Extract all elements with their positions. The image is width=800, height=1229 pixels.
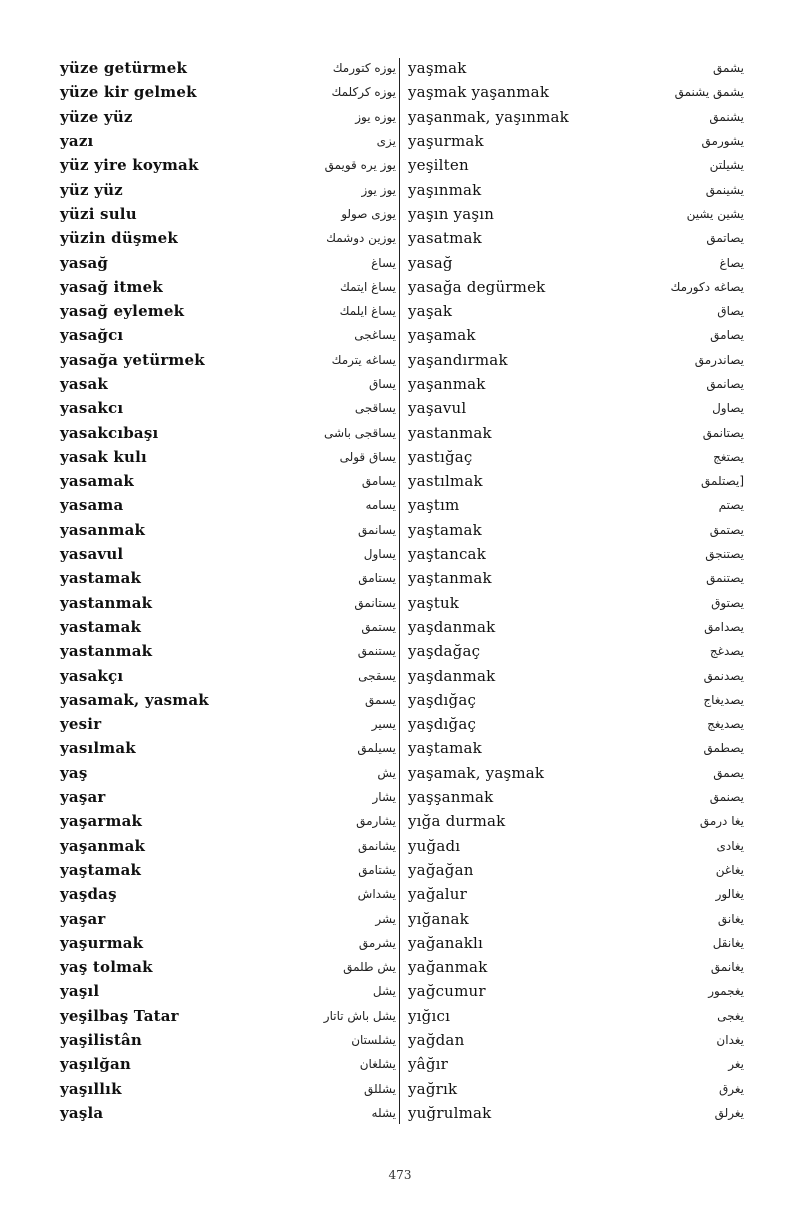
entry-ottoman-script: يشارمق (356, 814, 396, 829)
entry-transliteration: yaştamak (408, 520, 482, 539)
entry-transliteration: yaşandırmak (408, 350, 508, 369)
entry-transliteration: yaşdağaç (408, 642, 481, 661)
entry-ottoman-script: يصاول (712, 401, 744, 416)
entry-transliteration: yaşanmak, yaşınmak (408, 107, 569, 126)
entry-transliteration: yığa durmak (408, 812, 506, 831)
entry-transliteration: yaşmak (408, 59, 467, 78)
entry-transliteration: yaşıllık (60, 1079, 122, 1098)
entry-transliteration: yaşın yaşın (408, 204, 495, 223)
entry-transliteration: yaşamak (408, 326, 476, 345)
dictionary-entry (60, 809, 396, 833)
entry-ottoman-script: يصتغج (713, 449, 744, 464)
entry-ottoman-script: يصاغه دكورمك (670, 279, 744, 294)
entry-transliteration: yuğadı (408, 836, 461, 855)
dictionary-entry (408, 299, 744, 323)
entry-transliteration: yaşar (60, 909, 106, 928)
entry-ottoman-script: يصاتمق (706, 231, 744, 246)
entry-ottoman-script: يغدان (716, 1033, 744, 1048)
dictionary-entry (408, 761, 744, 785)
entry-ottoman-script: يصتمق (709, 522, 744, 537)
entry-ottoman-script: يساقجى باشى (323, 425, 396, 440)
dictionary-entry (408, 1076, 744, 1100)
entry-ottoman-script: يشنمق (709, 109, 744, 124)
entry-transliteration: yüzin düşmek (60, 229, 179, 248)
entry-transliteration: yuğrulmak (408, 1103, 492, 1122)
entry-ottoman-script: يغر (728, 1057, 744, 1072)
entry-ottoman-script: يزى (376, 134, 396, 149)
entry-ottoman-script: يشين يشين (686, 206, 744, 221)
entry-ottoman-script: يستامق (358, 571, 396, 586)
entry-transliteration: yasakcıbaşı (60, 423, 159, 442)
entry-transliteration: yağağan (408, 860, 474, 879)
column-divider (399, 58, 400, 1124)
entry-ottoman-script: يسمق (365, 692, 396, 707)
entry-transliteration: yaşar (60, 788, 106, 807)
entry-ottoman-script: يشلغان (359, 1057, 396, 1072)
entry-ottoman-script: يسامق (361, 474, 396, 489)
entry-transliteration: yaşdaş (60, 885, 117, 904)
entry-ottoman-script: يغجى (717, 1008, 744, 1023)
page-number: 473 (388, 1168, 412, 1182)
entry-transliteration: yağalur (408, 885, 467, 904)
dictionary-entry (408, 663, 744, 687)
dictionary-entry (408, 834, 744, 858)
entry-transliteration: yaşak (408, 302, 453, 321)
entry-transliteration: yaş (60, 763, 88, 782)
dictionary-entry (408, 639, 744, 663)
entry-ottoman-script: يشرمق (358, 935, 396, 950)
dictionary-entry (408, 80, 744, 104)
dictionary-entry (408, 955, 744, 979)
entry-transliteration: yasanmak (60, 520, 146, 539)
entry-transliteration: yesir (60, 715, 102, 734)
dictionary-entry (60, 906, 396, 930)
dictionary-entry (60, 250, 396, 274)
entry-transliteration: yastanmak (408, 423, 492, 442)
dictionary-entry (60, 931, 396, 955)
entry-transliteration: yaşdığaç (408, 715, 477, 734)
entry-ottoman-script: يسامه (365, 498, 396, 513)
dictionary-entry (408, 906, 744, 930)
entry-ottoman-script: يساغجى (354, 328, 396, 343)
entry-transliteration: yaştancak (408, 545, 486, 564)
dictionary-entry (408, 1004, 744, 1028)
entry-ottoman-script: يوزه كتورمك (332, 61, 396, 76)
entry-transliteration: yastanmak (60, 593, 153, 612)
dictionary-entry (408, 445, 744, 469)
entry-ottoman-script: يساغ ايلمك (339, 304, 396, 319)
entry-transliteration: yaşla (60, 1103, 104, 1122)
entry-transliteration: yaştamak (408, 739, 482, 758)
entry-transliteration: yüz yüz (60, 180, 123, 199)
dictionary-entry (60, 396, 396, 420)
entry-ottoman-script: يشتامق (358, 862, 396, 877)
dictionary-entry (60, 542, 396, 566)
entry-transliteration: yasatmak (408, 229, 482, 248)
entry-ottoman-script: يصامق (710, 328, 744, 343)
entry-ottoman-script: يوز يره قويمق (324, 158, 396, 173)
dictionary-entry (60, 785, 396, 809)
entry-transliteration: yasağ itmek (60, 277, 163, 296)
entry-transliteration: yüze yüz (60, 107, 133, 126)
entry-transliteration: yaştım (408, 496, 460, 515)
dictionary-entry (60, 591, 396, 615)
entry-ottoman-script: يشر (375, 911, 396, 926)
entry-ottoman-script: يغانقل (712, 935, 744, 950)
entry-ottoman-script: يسانمق (358, 522, 396, 537)
entry-transliteration: yaşilistân (60, 1031, 142, 1050)
entry-transliteration: yasağ (60, 253, 109, 272)
entry-transliteration: yaşılğan (60, 1055, 131, 1074)
dictionary-entry (408, 542, 744, 566)
entry-transliteration: yığanak (408, 909, 469, 928)
entry-ottoman-script: يشار (372, 790, 396, 805)
entry-transliteration: yaşdığaç (408, 690, 477, 709)
entry-ottoman-script: يوزه كركلمك (331, 85, 396, 100)
dictionary-entry (60, 955, 396, 979)
dictionary-entry (60, 639, 396, 663)
entry-transliteration: yaşanmak (60, 836, 146, 855)
dictionary-entry (408, 177, 744, 201)
dictionary-entry (60, 372, 396, 396)
entry-transliteration: yaşdanmak (408, 666, 496, 685)
dictionary-entry (408, 736, 744, 760)
entry-ottoman-script: يساق قولى (339, 449, 396, 464)
entry-ottoman-script: يصاندرمق (694, 352, 744, 367)
dictionary-entry (60, 56, 396, 80)
dictionary-entry (408, 493, 744, 517)
dictionary-entry (60, 858, 396, 882)
entry-transliteration: yüze kir gelmek (60, 83, 197, 102)
dictionary-entry (60, 566, 396, 590)
entry-ottoman-script: يسقجى (358, 668, 396, 683)
entry-transliteration: yaşavul (408, 399, 467, 418)
entry-ottoman-script: يصتنمق (706, 571, 744, 586)
entry-ottoman-script: يغادى (716, 838, 744, 853)
dictionary-entry (60, 615, 396, 639)
entry-transliteration: yaşurmak (60, 933, 144, 952)
entry-ottoman-script: يساغه يترمك (331, 352, 396, 367)
dictionary-entry (60, 202, 396, 226)
entry-transliteration: yığıcı (408, 1006, 451, 1025)
entry-ottoman-script: يستمق (361, 619, 396, 634)
dictionary-entry (60, 493, 396, 517)
entry-transliteration: yasama (60, 496, 124, 515)
dictionary-entry (408, 591, 744, 615)
dictionary-entry (60, 1028, 396, 1052)
entry-ottoman-script: يسير (371, 717, 396, 732)
entry-ottoman-script: يساغ (371, 255, 396, 270)
entry-ottoman-script: يش طلمق (343, 960, 396, 975)
entry-ottoman-script: يصمق (713, 765, 744, 780)
dictionary-entry (408, 931, 744, 955)
entry-transliteration: yastamak (60, 617, 142, 636)
dictionary-entry (408, 56, 744, 80)
entry-ottoman-script: يغاغن (715, 862, 744, 877)
dictionary-entry (408, 396, 744, 420)
entry-ottoman-script: يستانمق (354, 595, 396, 610)
dictionary-entry (60, 979, 396, 1003)
entry-transliteration: yastığaç (408, 447, 473, 466)
dictionary-entry (408, 809, 744, 833)
dictionary-entry (60, 153, 396, 177)
dictionary-entry (408, 226, 744, 250)
entry-ottoman-script: يغالور (715, 887, 744, 902)
entry-ottoman-script: يصتانمق (702, 425, 744, 440)
dictionary-entry (408, 129, 744, 153)
entry-transliteration: yasak kulı (60, 447, 147, 466)
entry-ottoman-script: يستنمق (357, 644, 396, 659)
entry-ottoman-script: يصنمق (709, 790, 744, 805)
entry-ottoman-script: يوزين دوشمك (326, 231, 396, 246)
dictionary-entry (408, 105, 744, 129)
dictionary-entry (408, 858, 744, 882)
entry-transliteration: yeşilbaş Tatar (60, 1006, 179, 1025)
entry-ottoman-script: يشورمق (701, 134, 744, 149)
entry-transliteration: yasakçı (60, 666, 124, 685)
entry-ottoman-script: يشمق يشنمق (674, 85, 744, 100)
entry-ottoman-script: يشيلتن (709, 158, 744, 173)
entry-ottoman-script: يساق (368, 377, 396, 391)
dictionary-entry (60, 469, 396, 493)
dictionary-entry (408, 275, 744, 299)
dictionary-entry (60, 105, 396, 129)
dictionary-entry (408, 202, 744, 226)
entry-ottoman-script: يصاق (717, 304, 744, 319)
dictionary-entry (408, 882, 744, 906)
dictionary-entry (60, 663, 396, 687)
entry-ottoman-script: يصدغج (709, 644, 744, 659)
dictionary-entry (60, 445, 396, 469)
dictionary-entry (60, 275, 396, 299)
entry-transliteration: yağcumur (408, 982, 486, 1001)
entry-transliteration: yastamak (60, 569, 142, 588)
entry-transliteration: yaşşanmak (408, 788, 494, 807)
dictionary-entry (60, 129, 396, 153)
entry-transliteration: yasılmak (60, 739, 136, 758)
entry-transliteration: yazı (60, 132, 94, 151)
entry-transliteration: yasamak (60, 472, 134, 491)
entry-transliteration: yüze getürmek (60, 59, 188, 78)
entry-transliteration: yüzi sulu (60, 204, 137, 223)
dictionary-entry (408, 250, 744, 274)
dictionary-entry (60, 712, 396, 736)
entry-ottoman-script: يشينمق (705, 182, 744, 197)
entry-transliteration: yaşmak yaşanmak (408, 83, 550, 102)
entry-transliteration: yasavul (60, 545, 124, 564)
entry-ottoman-script: يسيلمق (357, 741, 396, 756)
entry-ottoman-script: يساغ ايتمك (339, 279, 396, 294)
dictionary-entry (60, 177, 396, 201)
entry-ottoman-script: يصتوق (711, 595, 744, 610)
entry-ottoman-script: يشل باش تاتار (323, 1008, 396, 1023)
dictionary-entry (60, 299, 396, 323)
entry-ottoman-script: يشلستان (351, 1033, 396, 1048)
dictionary-entry (60, 1004, 396, 1028)
dictionary-entry (60, 420, 396, 444)
entry-transliteration: yüz yire koymak (60, 156, 199, 175)
entry-transliteration: yaşarmak (60, 812, 143, 831)
entry-transliteration: yağdan (408, 1031, 465, 1050)
entry-transliteration: yasağa yetürmek (60, 350, 205, 369)
entry-transliteration: yaşıl (60, 982, 100, 1001)
entry-transliteration: yastılmak (408, 472, 483, 491)
dictionary-entry (60, 834, 396, 858)
dictionary-entry (408, 615, 744, 639)
dictionary-entry (408, 785, 744, 809)
entry-ottoman-script: يغجمور (708, 984, 744, 999)
entry-ottoman-script: يصطمق (703, 741, 744, 756)
left-column (60, 56, 396, 1125)
entry-ottoman-script: يصتم (718, 498, 744, 513)
entry-ottoman-script: يصتنجق (705, 547, 744, 562)
dictionary-entry (60, 226, 396, 250)
entry-ottoman-script: يغانق (717, 911, 744, 926)
dictionary-entry (60, 348, 396, 372)
entry-transliteration: yaş tolmak (60, 958, 153, 977)
entry-transliteration: yaşurmak (408, 132, 484, 151)
entry-transliteration: yaşdanmak (408, 617, 496, 636)
entry-transliteration: yaştamak (60, 860, 142, 879)
entry-transliteration: yasağ (408, 253, 453, 272)
dictionary-entry (408, 1101, 744, 1125)
entry-ottoman-script: يشل (372, 984, 396, 999)
entry-ottoman-script: يصديغج (707, 717, 744, 732)
entry-ottoman-script: يصديغاج (703, 692, 744, 707)
entry-ottoman-script: يصدامق (704, 619, 744, 634)
right-column (408, 56, 744, 1125)
dictionary-entry (408, 979, 744, 1003)
dictionary-entry (60, 688, 396, 712)
entry-ottoman-script: [يصتلمق (701, 474, 744, 489)
entry-ottoman-script: يغرق (718, 1081, 744, 1096)
entry-transliteration: yasak (60, 375, 108, 393)
entry-transliteration: yasağ eylemek (60, 302, 185, 321)
dictionary-entry (60, 518, 396, 542)
dictionary-entry (408, 518, 744, 542)
entry-transliteration: yâğır (408, 1055, 448, 1074)
entry-ottoman-script: يش (377, 765, 396, 780)
entry-transliteration: yasağcı (60, 326, 124, 345)
entry-ottoman-script: يشله (371, 1105, 396, 1120)
dictionary-entry (408, 323, 744, 347)
dictionary-entry (60, 1101, 396, 1125)
entry-ottoman-script: يغانمق (710, 960, 744, 975)
entry-transliteration: yaşınmak (408, 180, 482, 199)
dictionary-entry (60, 1076, 396, 1100)
entry-ottoman-script: يغا درمق (699, 814, 744, 829)
entry-ottoman-script: يساول (363, 547, 396, 562)
dictionary-entry (60, 323, 396, 347)
entry-ottoman-script: يغرلق (714, 1105, 744, 1120)
dictionary-entry (408, 566, 744, 590)
entry-transliteration: yasağa degürmek (408, 277, 546, 296)
entry-transliteration: yasakcı (60, 399, 124, 418)
entry-transliteration: yağanaklı (408, 933, 484, 952)
dictionary-entry (408, 153, 744, 177)
dictionary-entry (408, 372, 744, 396)
entry-transliteration: yağrık (408, 1079, 458, 1098)
entry-transliteration: yeşilten (408, 156, 469, 175)
entry-transliteration: yaşanmak (408, 375, 486, 393)
dictionary-entry (60, 80, 396, 104)
dictionary-entry (60, 1052, 396, 1076)
entry-ottoman-script: يساقجى (354, 401, 396, 416)
entry-ottoman-script: يصدنمق (703, 668, 744, 683)
entry-transliteration: yastanmak (60, 642, 153, 661)
dictionary-entry (408, 1052, 744, 1076)
entry-ottoman-script: يشانمق (358, 838, 396, 853)
entry-ottoman-script: يصاغ (719, 255, 744, 270)
dictionary-entry (60, 882, 396, 906)
dictionary-entry (408, 420, 744, 444)
dictionary-entry (408, 469, 744, 493)
dictionary-entry (408, 348, 744, 372)
entry-transliteration: yaştuk (408, 593, 460, 612)
entry-transliteration: yağanmak (408, 958, 488, 977)
dictionary-entry (408, 712, 744, 736)
entry-ottoman-script: يوزه يوز (355, 109, 396, 124)
entry-ottoman-script: يشمق (713, 61, 744, 76)
entry-ottoman-script: يوزى صولو (341, 206, 396, 221)
dictionary-entry (60, 761, 396, 785)
entry-transliteration: yaşamak, yaşmak (408, 763, 545, 782)
dictionary-entry (408, 688, 744, 712)
dictionary-entry (60, 736, 396, 760)
entry-ottoman-script: يوز يوز (361, 182, 396, 197)
dictionary-entry (408, 1028, 744, 1052)
entry-ottoman-script: يصانمق (706, 377, 744, 391)
entry-transliteration: yasamak, yasmak (60, 690, 209, 709)
entry-transliteration: yaştanmak (408, 569, 492, 588)
entry-ottoman-script: يشداش (357, 887, 396, 902)
entry-ottoman-script: يشللق (364, 1081, 396, 1096)
